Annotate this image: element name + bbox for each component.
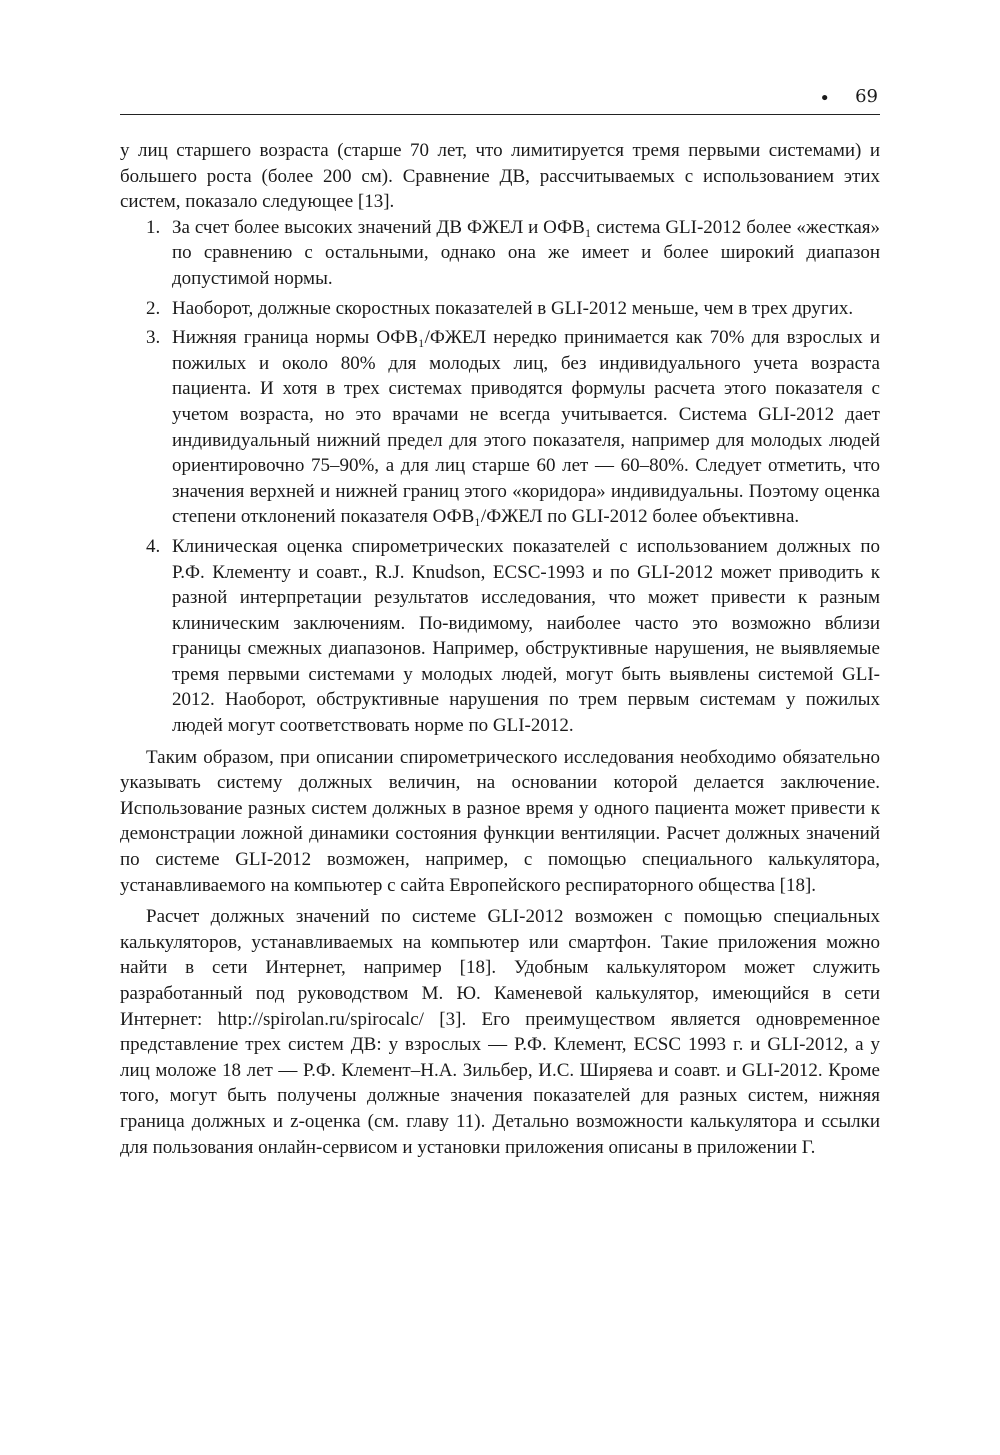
list-item	[120, 534, 880, 739]
header-bullet: •	[819, 88, 830, 109]
running-header	[120, 86, 880, 115]
list-item	[120, 325, 880, 530]
list-item-number: 1.	[146, 216, 161, 238]
list-item-number: 3.	[146, 327, 161, 349]
list-item-text: За счет более высоких значений ДВ ФЖЕЛ и ОФВ₁ система GLI-2012 более «жесткая» по сравнению с остальными, однако она же имеет и более широкий диапазон допустимой нормы.	[172, 216, 880, 289]
list-item-text: Клиническая оценка спирометрических показателей с использованием должных по Р.Ф. Клементу и соавт., R.J. Knudson, ECSC-1993 и по GLI-2012 может приводить к разной интерпретации результатов исследования, что может привести к разным клиническим заключениям. По-видимому, наиболее часто это возможно вблизи границы смежных диапазонов. Например, обструктивные нарушения, не выявляемые тремя первыми системами у молодых людей, могут быть выявлены системой GLI-2012. Наоборот, обструктивные нарушения по трем первым системам у пожилых людей могут соответствовать норме по GLI-2012.	[172, 535, 880, 737]
intro-paragraph: у лиц старшего возраста (старше 70 лет, что лимитируется тремя первыми системами) и большего роста (более 200 см). Сравнение ДВ, рассчитываемых с использованием этих систем, показало следующее [13].	[120, 140, 880, 213]
list-item-text: Наоборот, должные скоростных показателей в GLI-2012 меньше, чем в трех других.	[172, 297, 854, 319]
list-item	[120, 296, 880, 322]
list-item-number: 2.	[146, 297, 161, 319]
page-body	[120, 138, 880, 1160]
conclusion-paragraph: Таким образом, при описании спирометрического исследования необходимо обязательно указывать систему должных величин, на основании которой делается заключение. Использование разных систем должных в разное время у одного пациента может привести к демонстрации ложной динамики состояния функции вентиляции. Расчет должных значений по системе GLI-2012 возможен, например, с помощью специального калькулятора, устанавливаемого на компьютер с сайта Европейского респираторного общества [18].	[120, 746, 880, 896]
list-item-text: Нижняя граница нормы ОФВ₁/ФЖЕЛ нередко принимается как 70% для взрослых и пожилых и около 80% для молодых лиц, без индивидуального учета возраста пациента. И хотя в трех системах приводятся формулы расчета этого показателя с учетом возраста, но это врачами не всегда учитывается. Система GLI-2012 дает индивидуальный нижний предел для этого показателя, например для молодых людей ориентировочно 75–90%, а для лиц старше 60 лет — 60–80%. Следует отметить, что значения верхней и нижней границ этого «коридора» индивидуальны. Поэтому оценка степени отклонений показателя ОФВ₁/ФЖЕЛ по GLI-2012 более объективна.	[172, 327, 880, 528]
findings-list	[120, 215, 880, 739]
calculator-paragraph: Расчет должных значений по системе GLI-2012 возможен с помощью специальных калькуляторов, устанавливаемых на компьютер или смартфон. Такие приложения можно найти в сети Интернет, например [18]. Удобным калькулятором может служить разработанный под руководством М. Ю. Каменевой калькулятор, имеющийся в сети Интернет: http://spirolan.ru/spirocalc/ [3]. Его преимуществом является одновременное представление трех систем ДВ: у взрослых — Р.Ф. Клемент, ECSC 1993 г. и GLI-2012, а у лиц моложе 18 лет — Р.Ф. Клемент–Н.А. Зильбер, И.С. Ширяева и соавт. и GLI-2012. Кроме того, могут быть получены должные значения показателей для разных систем, нижняя граница должных и z-оценка (см. главу 11). Детально возможности калькулятора и ссылки для пользования онлайн-сервисом и установки приложения описаны в приложении Г.	[120, 906, 880, 1158]
list-item	[120, 215, 880, 292]
list-item-number: 4.	[146, 535, 161, 557]
page-number: 69	[855, 86, 878, 107]
